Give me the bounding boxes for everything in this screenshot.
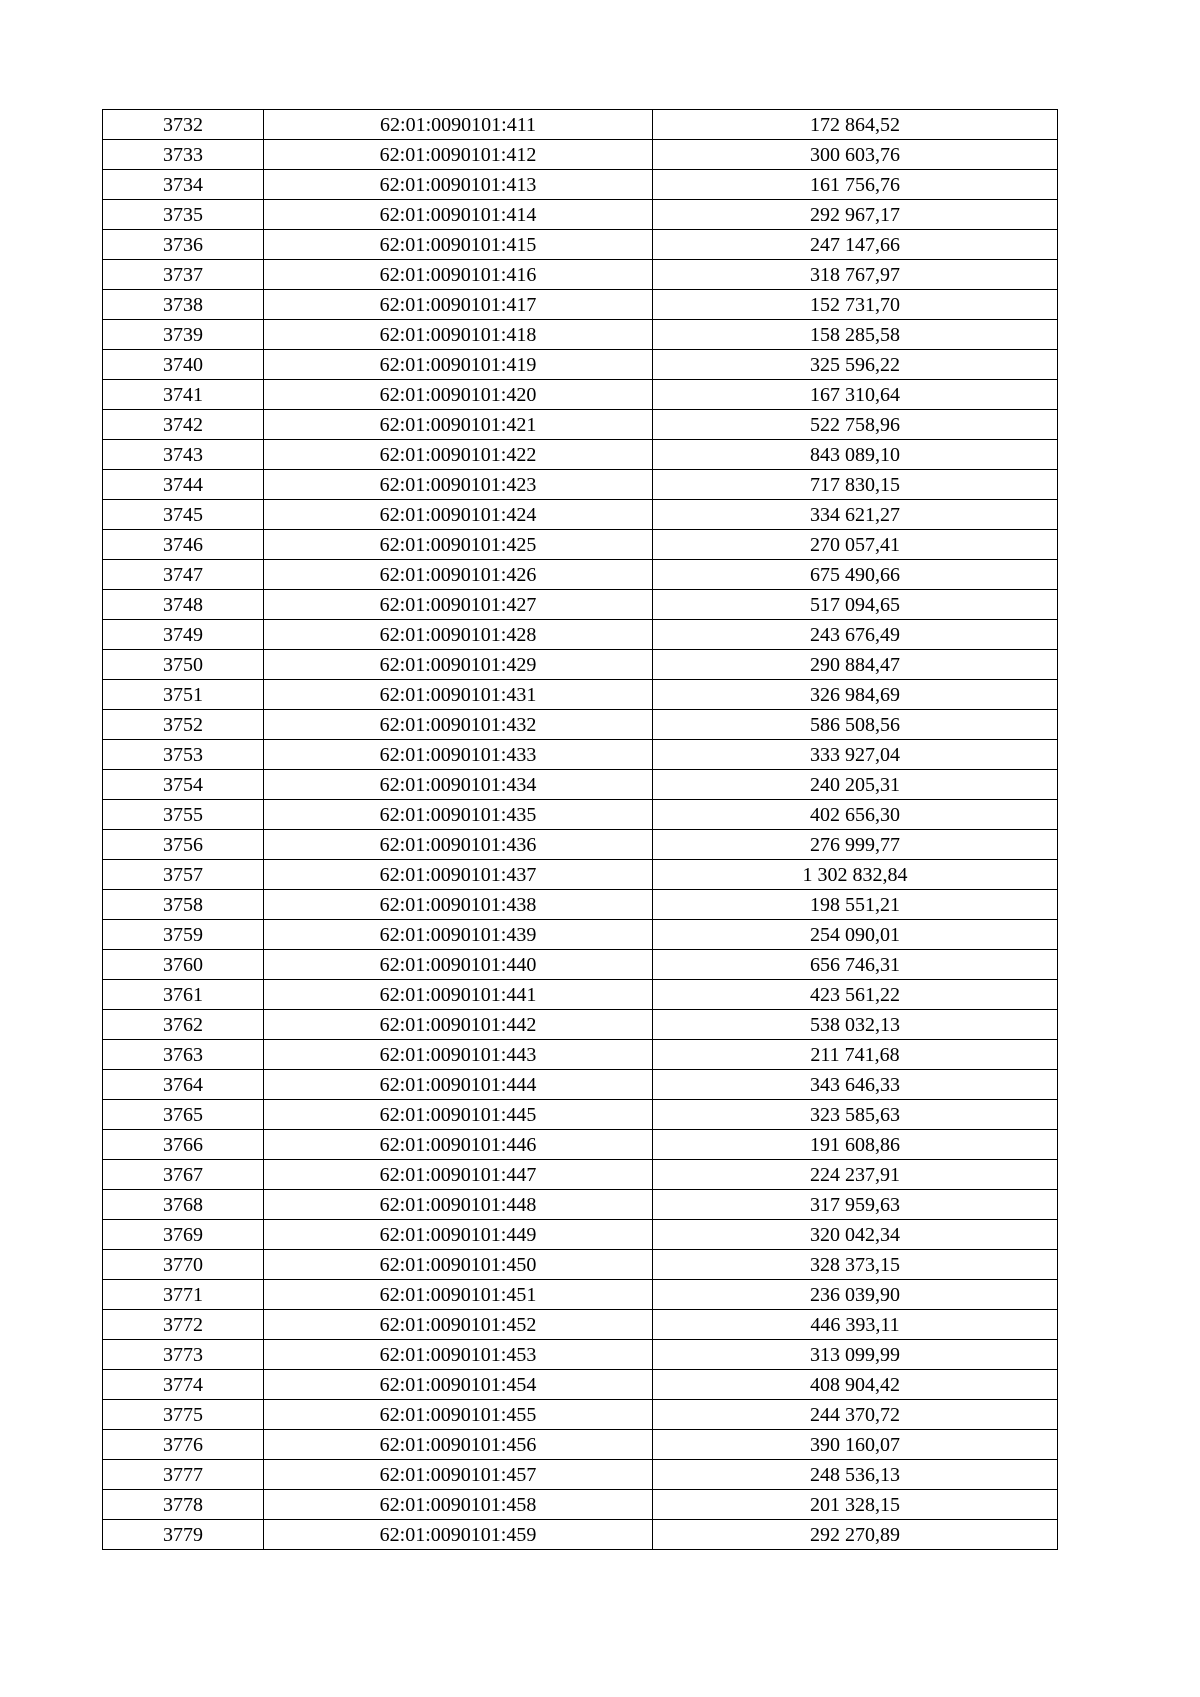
table-row — [103, 860, 1058, 890]
row-number-cell: 3761 — [103, 980, 264, 1010]
row-number-cell: 3773 — [103, 1340, 264, 1370]
cadastral-value-cell: 317 959,63 — [653, 1190, 1058, 1220]
cadastral-value-cell: 201 328,15 — [653, 1490, 1058, 1520]
cadastral-value-cell: 152 731,70 — [653, 290, 1058, 320]
cadastral-value-cell: 270 057,41 — [653, 530, 1058, 560]
table-row — [103, 170, 1058, 200]
table-row — [103, 650, 1058, 680]
row-number-cell: 3765 — [103, 1100, 264, 1130]
table-row — [103, 560, 1058, 590]
row-number-cell: 3743 — [103, 440, 264, 470]
table-row — [103, 140, 1058, 170]
row-number-cell: 3749 — [103, 620, 264, 650]
cadastral-value-cell: 161 756,76 — [653, 170, 1058, 200]
row-number-cell: 3769 — [103, 1220, 264, 1250]
table-row — [103, 680, 1058, 710]
cadastral-value-cell: 343 646,33 — [653, 1070, 1058, 1100]
row-number-cell: 3757 — [103, 860, 264, 890]
cadastral-value-cell: 325 596,22 — [653, 350, 1058, 380]
table-row — [103, 350, 1058, 380]
cadastral-number-cell: 62:01:0090101:458 — [264, 1490, 653, 1520]
cadastral-number-cell: 62:01:0090101:433 — [264, 740, 653, 770]
cadastral-number-cell: 62:01:0090101:416 — [264, 260, 653, 290]
table-row — [103, 1460, 1058, 1490]
table-row — [103, 1010, 1058, 1040]
row-number-cell: 3741 — [103, 380, 264, 410]
table-row — [103, 1040, 1058, 1070]
row-number-cell: 3775 — [103, 1400, 264, 1430]
table-row — [103, 800, 1058, 830]
cadastral-value-cell: 244 370,72 — [653, 1400, 1058, 1430]
row-number-cell: 3763 — [103, 1040, 264, 1070]
cadastral-number-cell: 62:01:0090101:447 — [264, 1160, 653, 1190]
cadastral-number-cell: 62:01:0090101:444 — [264, 1070, 653, 1100]
cadastral-value-cell: 1 302 832,84 — [653, 860, 1058, 890]
table-row — [103, 1430, 1058, 1460]
cadastral-number-cell: 62:01:0090101:412 — [264, 140, 653, 170]
cadastral-value-cell: 320 042,34 — [653, 1220, 1058, 1250]
cadastral-value-cell: 290 884,47 — [653, 650, 1058, 680]
cadastral-number-cell: 62:01:0090101:432 — [264, 710, 653, 740]
row-number-cell: 3744 — [103, 470, 264, 500]
cadastral-value-cell: 292 270,89 — [653, 1520, 1058, 1550]
cadastral-number-cell: 62:01:0090101:413 — [264, 170, 653, 200]
table-row — [103, 620, 1058, 650]
cadastral-number-cell: 62:01:0090101:454 — [264, 1370, 653, 1400]
cadastral-number-cell: 62:01:0090101:427 — [264, 590, 653, 620]
row-number-cell: 3772 — [103, 1310, 264, 1340]
cadastral-value-cell: 211 741,68 — [653, 1040, 1058, 1070]
row-number-cell: 3747 — [103, 560, 264, 590]
cadastral-number-cell: 62:01:0090101:424 — [264, 500, 653, 530]
table-row — [103, 230, 1058, 260]
row-number-cell: 3764 — [103, 1070, 264, 1100]
row-number-cell: 3756 — [103, 830, 264, 860]
table-row — [103, 920, 1058, 950]
cadastral-value-cell: 675 490,66 — [653, 560, 1058, 590]
cadastral-number-cell: 62:01:0090101:437 — [264, 860, 653, 890]
cadastral-value-cell: 333 927,04 — [653, 740, 1058, 770]
row-number-cell: 3760 — [103, 950, 264, 980]
cadastral-value-cell: 538 032,13 — [653, 1010, 1058, 1040]
cadastral-number-cell: 62:01:0090101:419 — [264, 350, 653, 380]
cadastral-number-cell: 62:01:0090101:434 — [264, 770, 653, 800]
cadastral-number-cell: 62:01:0090101:429 — [264, 650, 653, 680]
row-number-cell: 3758 — [103, 890, 264, 920]
row-number-cell: 3771 — [103, 1280, 264, 1310]
row-number-cell: 3768 — [103, 1190, 264, 1220]
table-row — [103, 530, 1058, 560]
cadastral-number-cell: 62:01:0090101:414 — [264, 200, 653, 230]
table-row — [103, 440, 1058, 470]
cadastral-number-cell: 62:01:0090101:438 — [264, 890, 653, 920]
row-number-cell: 3738 — [103, 290, 264, 320]
row-number-cell: 3754 — [103, 770, 264, 800]
cadastral-value-cell: 402 656,30 — [653, 800, 1058, 830]
cadastral-number-cell: 62:01:0090101:443 — [264, 1040, 653, 1070]
cadastral-value-cell: 243 676,49 — [653, 620, 1058, 650]
row-number-cell: 3767 — [103, 1160, 264, 1190]
row-number-cell: 3748 — [103, 590, 264, 620]
row-number-cell: 3736 — [103, 230, 264, 260]
cadastral-number-cell: 62:01:0090101:445 — [264, 1100, 653, 1130]
row-number-cell: 3745 — [103, 500, 264, 530]
cadastral-value-cell: 254 090,01 — [653, 920, 1058, 950]
row-number-cell: 3759 — [103, 920, 264, 950]
row-number-cell: 3737 — [103, 260, 264, 290]
cadastral-value-cell: 408 904,42 — [653, 1370, 1058, 1400]
cadastral-number-cell: 62:01:0090101:452 — [264, 1310, 653, 1340]
cadastral-value-cell: 247 147,66 — [653, 230, 1058, 260]
table-row — [103, 1130, 1058, 1160]
table-row — [103, 1070, 1058, 1100]
cadastral-number-cell: 62:01:0090101:449 — [264, 1220, 653, 1250]
cadastral-value-cell: 423 561,22 — [653, 980, 1058, 1010]
row-number-cell: 3779 — [103, 1520, 264, 1550]
cadastral-value-cell: 191 608,86 — [653, 1130, 1058, 1160]
table-row — [103, 1250, 1058, 1280]
table-row — [103, 1280, 1058, 1310]
row-number-cell: 3742 — [103, 410, 264, 440]
table-row — [103, 890, 1058, 920]
cadastral-value-cell: 717 830,15 — [653, 470, 1058, 500]
table-row — [103, 980, 1058, 1010]
cadastral-number-cell: 62:01:0090101:428 — [264, 620, 653, 650]
cadastral-value-cell: 172 864,52 — [653, 110, 1058, 140]
cadastral-number-cell: 62:01:0090101:453 — [264, 1340, 653, 1370]
row-number-cell: 3734 — [103, 170, 264, 200]
row-number-cell: 3753 — [103, 740, 264, 770]
row-number-cell: 3755 — [103, 800, 264, 830]
cadastral-number-cell: 62:01:0090101:446 — [264, 1130, 653, 1160]
cadastral-value-cell: 276 999,77 — [653, 830, 1058, 860]
cadastral-number-cell: 62:01:0090101:441 — [264, 980, 653, 1010]
cadastral-number-cell: 62:01:0090101:450 — [264, 1250, 653, 1280]
cadastral-value-cell: 323 585,63 — [653, 1100, 1058, 1130]
table-row — [103, 1100, 1058, 1130]
cadastral-number-cell: 62:01:0090101:439 — [264, 920, 653, 950]
cadastral-number-cell: 62:01:0090101:455 — [264, 1400, 653, 1430]
cadastral-value-cell: 517 094,65 — [653, 590, 1058, 620]
cadastral-value-cell: 334 621,27 — [653, 500, 1058, 530]
row-number-cell: 3776 — [103, 1430, 264, 1460]
table-row — [103, 110, 1058, 140]
table-row — [103, 830, 1058, 860]
table-row — [103, 500, 1058, 530]
row-number-cell: 3732 — [103, 110, 264, 140]
cadastral-number-cell: 62:01:0090101:415 — [264, 230, 653, 260]
row-number-cell: 3777 — [103, 1460, 264, 1490]
row-number-cell: 3774 — [103, 1370, 264, 1400]
cadastral-value-cell: 248 536,13 — [653, 1460, 1058, 1490]
cadastral-value-cell: 240 205,31 — [653, 770, 1058, 800]
cadastral-value-cell: 328 373,15 — [653, 1250, 1058, 1280]
row-number-cell: 3740 — [103, 350, 264, 380]
table-row — [103, 1160, 1058, 1190]
table-row — [103, 1370, 1058, 1400]
table-row — [103, 710, 1058, 740]
row-number-cell: 3770 — [103, 1250, 264, 1280]
cadastral-number-cell: 62:01:0090101:440 — [264, 950, 653, 980]
cadastral-number-cell: 62:01:0090101:457 — [264, 1460, 653, 1490]
cadastral-number-cell: 62:01:0090101:420 — [264, 380, 653, 410]
table-row — [103, 1400, 1058, 1430]
cadastral-number-cell: 62:01:0090101:435 — [264, 800, 653, 830]
cadastral-number-cell: 62:01:0090101:459 — [264, 1520, 653, 1550]
cadastral-number-cell: 62:01:0090101:423 — [264, 470, 653, 500]
cadastral-value-cell: 224 237,91 — [653, 1160, 1058, 1190]
table-row — [103, 1220, 1058, 1250]
cadastral-number-cell: 62:01:0090101:442 — [264, 1010, 653, 1040]
table-row — [103, 1490, 1058, 1520]
row-number-cell: 3739 — [103, 320, 264, 350]
cadastral-number-cell: 62:01:0090101:456 — [264, 1430, 653, 1460]
cadastral-value-cell: 390 160,07 — [653, 1430, 1058, 1460]
cadastral-number-cell: 62:01:0090101:417 — [264, 290, 653, 320]
row-number-cell: 3750 — [103, 650, 264, 680]
table-row — [103, 320, 1058, 350]
cadastral-number-cell: 62:01:0090101:418 — [264, 320, 653, 350]
row-number-cell: 3778 — [103, 1490, 264, 1520]
row-number-cell: 3766 — [103, 1130, 264, 1160]
cadastral-value-cell: 446 393,11 — [653, 1310, 1058, 1340]
row-number-cell: 3752 — [103, 710, 264, 740]
cadastral-value-cell: 326 984,69 — [653, 680, 1058, 710]
cadastral-value-cell: 522 758,96 — [653, 410, 1058, 440]
cadastral-value-cell: 300 603,76 — [653, 140, 1058, 170]
cadastral-value-cell: 198 551,21 — [653, 890, 1058, 920]
cadastral-number-cell: 62:01:0090101:431 — [264, 680, 653, 710]
table-row — [103, 590, 1058, 620]
cadastral-number-cell: 62:01:0090101:448 — [264, 1190, 653, 1220]
cadastral-value-cell: 292 967,17 — [653, 200, 1058, 230]
table-row — [103, 470, 1058, 500]
table-row — [103, 380, 1058, 410]
cadastral-number-cell: 62:01:0090101:421 — [264, 410, 653, 440]
cadastral-number-cell: 62:01:0090101:411 — [264, 110, 653, 140]
table-row — [103, 290, 1058, 320]
cadastral-number-cell: 62:01:0090101:422 — [264, 440, 653, 470]
cadastral-value-cell: 843 089,10 — [653, 440, 1058, 470]
cadastral-value-cell: 167 310,64 — [653, 380, 1058, 410]
cadastral-value-table — [102, 109, 1058, 1550]
cadastral-value-cell: 318 767,97 — [653, 260, 1058, 290]
table-row — [103, 740, 1058, 770]
table-row — [103, 1520, 1058, 1550]
row-number-cell: 3751 — [103, 680, 264, 710]
cadastral-number-cell: 62:01:0090101:425 — [264, 530, 653, 560]
table-row — [103, 1340, 1058, 1370]
cadastral-number-cell: 62:01:0090101:451 — [264, 1280, 653, 1310]
row-number-cell: 3735 — [103, 200, 264, 230]
row-number-cell: 3733 — [103, 140, 264, 170]
cadastral-value-cell: 158 285,58 — [653, 320, 1058, 350]
cadastral-number-cell: 62:01:0090101:426 — [264, 560, 653, 590]
table-row — [103, 410, 1058, 440]
cadastral-value-cell: 236 039,90 — [653, 1280, 1058, 1310]
table-body — [103, 110, 1058, 1550]
table-row — [103, 200, 1058, 230]
table-row — [103, 260, 1058, 290]
table-row — [103, 1310, 1058, 1340]
cadastral-value-cell: 313 099,99 — [653, 1340, 1058, 1370]
table-row — [103, 1190, 1058, 1220]
table-row — [103, 950, 1058, 980]
cadastral-value-cell: 656 746,31 — [653, 950, 1058, 980]
row-number-cell: 3746 — [103, 530, 264, 560]
cadastral-value-cell: 586 508,56 — [653, 710, 1058, 740]
row-number-cell: 3762 — [103, 1010, 264, 1040]
cadastral-number-cell: 62:01:0090101:436 — [264, 830, 653, 860]
table-row — [103, 770, 1058, 800]
